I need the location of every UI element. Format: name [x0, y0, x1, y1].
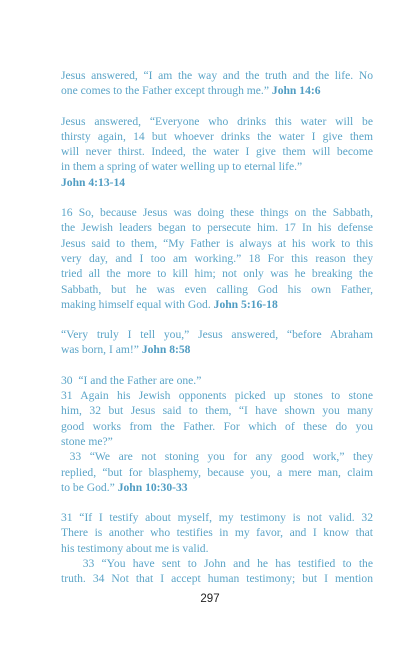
- passage-line: the Jewish leaders began to persecute him. 17 In his defense: [61, 221, 373, 235]
- scripture-passage: [61, 68, 373, 99]
- passage-line: truth. 34 Not that I accept human testimony; but I mention: [61, 572, 373, 586]
- passage-line: Sabbath, but he was even calling God his own Father,: [61, 282, 373, 296]
- passage-line: Jesus answered, “I am the way and the truth and the life. No: [61, 69, 373, 82]
- passage-line: making himself equal with God. John 5:16-18: [61, 297, 278, 311]
- scripture-passage: [61, 510, 373, 586]
- scripture-passage: [61, 205, 373, 312]
- verse-reference: John 10:30-33: [117, 480, 188, 494]
- passage-line: stone me?”: [61, 434, 113, 448]
- passage-line: was born, I am!” John 8:58: [61, 343, 191, 357]
- page-body: [61, 68, 373, 602]
- verse-reference: John 4:13-14: [61, 175, 126, 189]
- passage-line: in them a spring of water welling up to eternal life.”: [61, 160, 303, 174]
- scripture-passage: [61, 114, 373, 190]
- passage-line: to be God.” John 10:30-33: [61, 480, 188, 494]
- passage-line: him, 32 but Jesus said to them, “I have shown you many: [61, 404, 373, 418]
- passage-line: replied, “but for blasphemy, because you, a mere man, claim: [61, 465, 373, 479]
- passage-line: Jesus said to them, “My Father is always at his work to this: [61, 236, 373, 250]
- passage-line: thirsty again, 14 but whoever drinks the water I give them: [61, 129, 373, 143]
- passage-line: 33 “You have sent to John and he has testified to the: [61, 557, 373, 571]
- passage-line: 31 Again his Jewish opponents picked up stones to stone: [61, 389, 373, 403]
- passage-line: 31 “If I testify about myself, my testimony is not valid. 32: [61, 511, 373, 525]
- passage-line: tried all the more to kill him; not only was he breaking the: [61, 267, 373, 281]
- page-number: 297: [200, 593, 220, 605]
- passage-line: There is another who testifies in my favor, and I know that: [61, 526, 373, 540]
- passage-line: will never thirst. Indeed, the water I give them will become: [61, 145, 373, 159]
- passage-line: “Very truly I tell you,” Jesus answered, “before Abraham: [61, 328, 373, 342]
- passage-line: 30 “I and the Father are one.”: [61, 373, 202, 387]
- passage-line: his testimony about me is valid.: [61, 541, 209, 555]
- verse-reference: John 5:16-18: [213, 297, 278, 311]
- scripture-passage: [61, 373, 373, 495]
- verse-reference: John 8:58: [141, 343, 191, 357]
- passage-line: 33 “We are not stoning you for any good work,” they: [61, 450, 373, 464]
- verse-reference: John 14:6: [271, 84, 321, 98]
- passage-line: Jesus answered, “Everyone who drinks this water will be: [61, 114, 373, 128]
- passage-line: one comes to the Father except through me.” John 14:6: [61, 84, 321, 98]
- passage-line: 16 So, because Jesus was doing these things on the Sabbath,: [61, 206, 373, 220]
- scripture-passage: [61, 327, 373, 358]
- passage-line: good works from the Father. For which of these do you: [61, 419, 373, 433]
- passage-line: very day, and I too am working.” 18 For this reason they: [61, 251, 373, 265]
